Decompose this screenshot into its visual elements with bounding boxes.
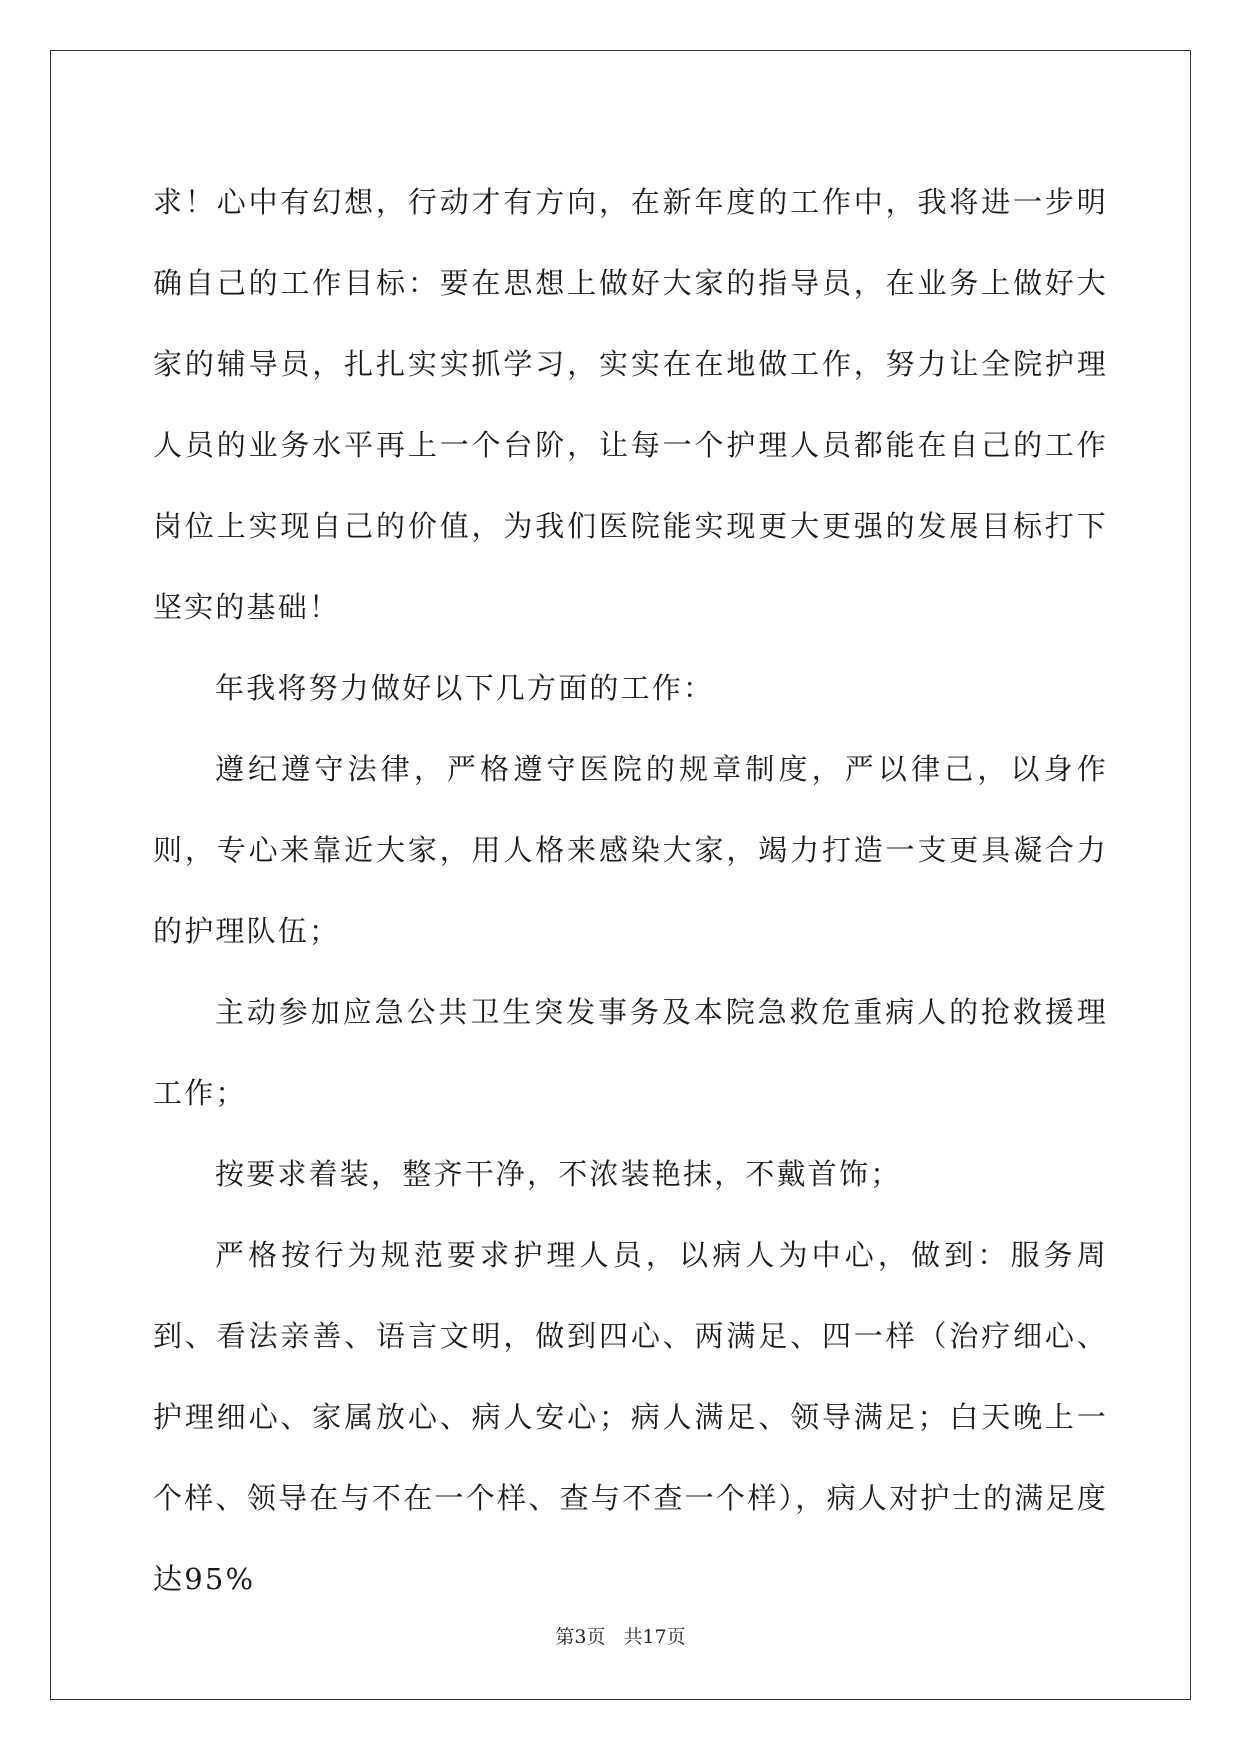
paragraph-6: 严格按行为规范要求护理人员，以病人为中心，做到：服务周到、看法亲善、语言文明，做到四心、两满足、四一样（治疗细心、护理细心、家属放心、病人安心；病人满足、领导满足；白天晚上一个样、领导在与不在一个样、查与不查一个样），病人对护士的满足度达95% [153, 1238, 1108, 1596]
paragraph-3: 遵纪遵守法律，严格遵守医院的规章制度，严以律己，以身作则，专心来靠近大家，用人格来感染大家，竭力打造一支更具凝合力的护理队伍； [153, 752, 1108, 948]
paragraph-1: 求！心中有幻想，行动才有方向，在新年度的工作中，我将进一步明确自己的工作目标：要在思想上做好大家的指导员，在业务上做好大家的辅导员，扎扎实实抓学习，实实在在地做工作，努力让全院护理人员的业务水平再上一个台阶，让每一个护理人员都能在自己的工作岗位上实现自己的价值，为我们医院能实现更大更强的发展目标打下坚实的基础！ [153, 185, 1108, 624]
paragraph-4: 主动参加应急公共卫生突发事务及本院急救危重病人的抢救援理工作； [153, 995, 1108, 1110]
document-body [153, 162, 1108, 1620]
paragraph-2: 年我将努力做好以下几方面的工作： [215, 671, 715, 705]
paragraph-5: 按要求着装，整齐干净，不浓装艳抹，不戴首饰； [215, 1157, 902, 1191]
page-total: 共17页 [623, 1626, 686, 1648]
page-number: 第3页 [555, 1626, 606, 1648]
page-footer [0, 1622, 1241, 1649]
